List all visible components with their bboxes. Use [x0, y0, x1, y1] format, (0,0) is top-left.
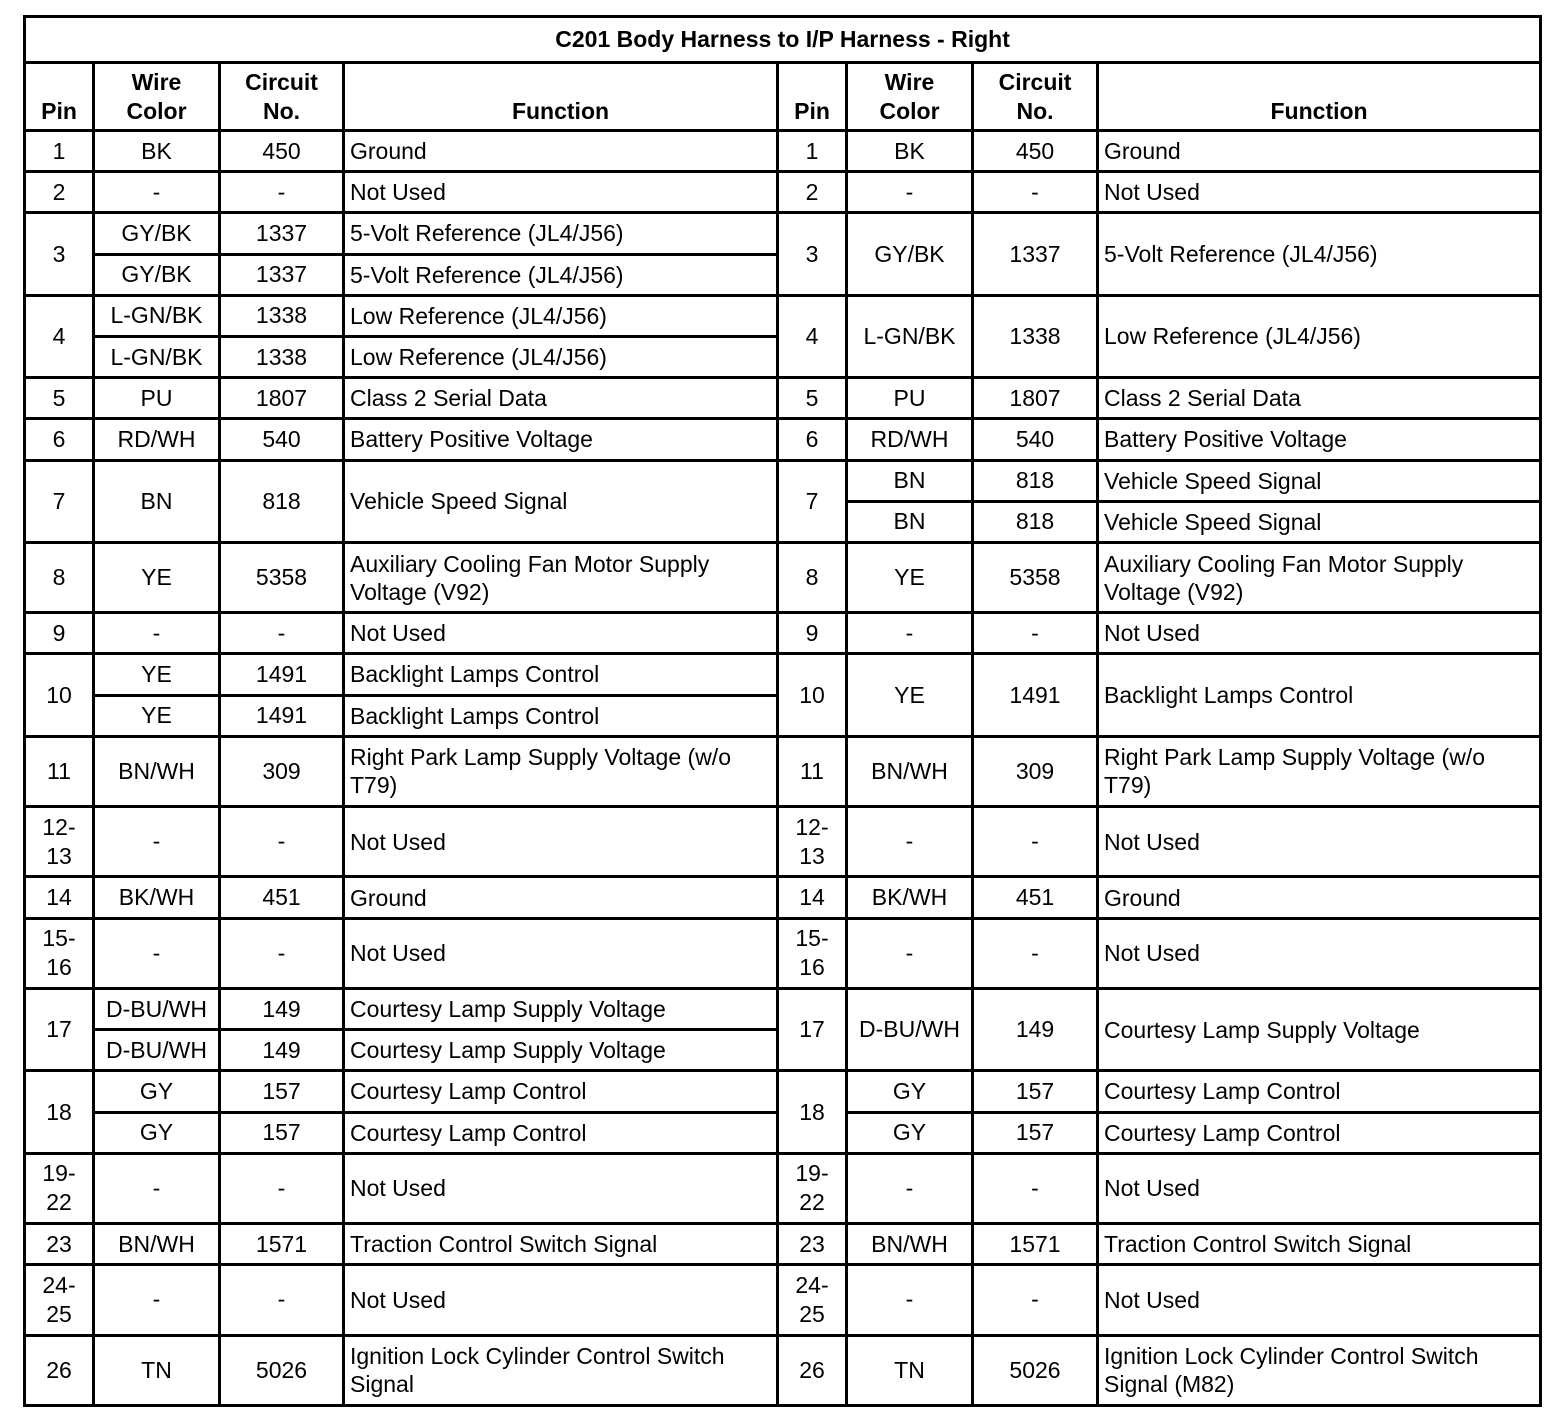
- header-function-right: [1098, 63, 1541, 131]
- circuit-cell: -: [973, 918, 1098, 988]
- pin-cell: 9: [778, 613, 847, 654]
- function-cell: Courtesy Lamp Supply Voltage: [344, 1030, 778, 1071]
- header-circuit-right: [973, 63, 1098, 131]
- table-row: [25, 654, 1541, 695]
- wire-color-cell: -: [847, 1265, 973, 1335]
- function-cell: Low Reference (JL4/J56): [344, 336, 778, 377]
- pin-cell: 14: [778, 877, 847, 918]
- circuit-cell: 5358: [973, 542, 1098, 612]
- wire-color-cell: L-GN/BK: [847, 295, 973, 377]
- pin-cell: 10: [25, 654, 94, 736]
- wire-color-cell: -: [94, 613, 220, 654]
- circuit-cell: 149: [220, 1030, 344, 1071]
- pin-cell: 9: [25, 613, 94, 654]
- header-row: [25, 63, 1541, 131]
- function-cell: Not Used: [344, 918, 778, 988]
- circuit-cell: -: [973, 1153, 1098, 1223]
- circuit-cell: 157: [973, 1071, 1098, 1112]
- wire-color-cell: BK/WH: [94, 877, 220, 918]
- wire-color-cell: L-GN/BK: [94, 336, 220, 377]
- function-cell: Auxiliary Cooling Fan Motor Supply Voltage (V92): [344, 542, 778, 612]
- pin-cell: 18: [25, 1071, 94, 1153]
- function-cell: Not Used: [1098, 807, 1541, 877]
- pin-cell: 15-16: [778, 918, 847, 988]
- header-circuit-label: Circuit: [998, 69, 1072, 95]
- function-cell: Ignition Lock Cylinder Control Switch Signal: [344, 1335, 778, 1405]
- function-cell: Not Used: [344, 1153, 778, 1223]
- pin-cell: 18: [778, 1071, 847, 1153]
- circuit-cell: 1807: [973, 378, 1098, 419]
- wire-color-cell: TN: [94, 1335, 220, 1405]
- function-cell: 5-Volt Reference (JL4/J56): [1098, 213, 1541, 295]
- circuit-cell: 818: [220, 460, 344, 542]
- header-pin-label: Pin: [41, 98, 77, 124]
- circuit-cell: -: [973, 172, 1098, 213]
- table-row: [25, 172, 1541, 213]
- wire-color-cell: GY: [847, 1071, 973, 1112]
- function-cell: Not Used: [344, 807, 778, 877]
- function-cell: Not Used: [1098, 172, 1541, 213]
- pin-cell: 3: [25, 213, 94, 295]
- function-cell: Class 2 Serial Data: [344, 378, 778, 419]
- function-cell: Low Reference (JL4/J56): [344, 295, 778, 336]
- header-color-label: Color: [126, 98, 187, 124]
- circuit-cell: 1491: [220, 654, 344, 695]
- function-cell: Not Used: [1098, 1265, 1541, 1335]
- wire-color-cell: GY/BK: [94, 254, 220, 295]
- circuit-cell: 1491: [973, 654, 1098, 736]
- function-cell: Low Reference (JL4/J56): [1098, 295, 1541, 377]
- function-cell: 5-Volt Reference (JL4/J56): [344, 254, 778, 295]
- table-row: [25, 1265, 1541, 1335]
- pin-cell: 23: [25, 1224, 94, 1265]
- wire-color-cell: PU: [847, 378, 973, 419]
- circuit-cell: 309: [220, 736, 344, 806]
- function-cell: Courtesy Lamp Control: [344, 1071, 778, 1112]
- circuit-cell: -: [220, 1265, 344, 1335]
- pin-cell: 11: [778, 736, 847, 806]
- pin-cell: 1: [778, 131, 847, 172]
- wire-color-cell: BN: [847, 501, 973, 542]
- wire-color-cell: GY: [94, 1112, 220, 1153]
- table-row: [25, 213, 1541, 254]
- header-wire-label: Wire: [131, 69, 182, 95]
- circuit-cell: 1807: [220, 378, 344, 419]
- function-cell: Class 2 Serial Data: [1098, 378, 1541, 419]
- pin-cell: 17: [778, 988, 847, 1070]
- circuit-cell: 157: [220, 1112, 344, 1153]
- table-row: [25, 988, 1541, 1029]
- pin-cell: 19-22: [778, 1153, 847, 1223]
- circuit-cell: 1338: [220, 336, 344, 377]
- pin-cell: 2: [778, 172, 847, 213]
- function-cell: Ground: [344, 877, 778, 918]
- header-pin-left: [25, 63, 94, 131]
- header-function-left: [344, 63, 778, 131]
- wire-color-cell: GY: [847, 1112, 973, 1153]
- function-cell: Vehicle Speed Signal: [1098, 460, 1541, 501]
- wire-color-cell: -: [94, 1265, 220, 1335]
- title-row: [25, 17, 1541, 63]
- circuit-cell: -: [220, 172, 344, 213]
- wire-color-cell: D-BU/WH: [94, 1030, 220, 1071]
- header-function-label: Function: [511, 98, 610, 124]
- table-row: [25, 1224, 1541, 1265]
- pin-cell: 17: [25, 988, 94, 1070]
- function-cell: Ground: [1098, 877, 1541, 918]
- table-row: [25, 1071, 1541, 1112]
- wire-color-cell: -: [847, 918, 973, 988]
- wire-color-cell: L-GN/BK: [94, 295, 220, 336]
- wire-color-cell: -: [94, 172, 220, 213]
- wire-color-cell: BN/WH: [94, 736, 220, 806]
- circuit-cell: 149: [220, 988, 344, 1029]
- circuit-cell: -: [973, 807, 1098, 877]
- pin-cell: 2: [25, 172, 94, 213]
- wire-color-cell: GY/BK: [847, 213, 973, 295]
- wire-color-cell: -: [847, 807, 973, 877]
- header-color-label: Color: [879, 98, 940, 124]
- pin-cell: 11: [25, 736, 94, 806]
- pin-cell: 6: [778, 419, 847, 460]
- pin-cell: 5: [25, 378, 94, 419]
- wire-color-cell: -: [847, 172, 973, 213]
- table-row: [25, 419, 1541, 460]
- table-row: [25, 378, 1541, 419]
- circuit-cell: 1338: [220, 295, 344, 336]
- circuit-cell: 1338: [973, 295, 1098, 377]
- header-wire-color-right: [847, 63, 973, 131]
- circuit-cell: 149: [973, 988, 1098, 1070]
- wire-color-cell: BN/WH: [847, 1224, 973, 1265]
- pin-cell: 12-13: [778, 807, 847, 877]
- wire-color-cell: D-BU/WH: [847, 988, 973, 1070]
- wire-color-cell: BK: [847, 131, 973, 172]
- circuit-cell: 157: [973, 1112, 1098, 1153]
- pin-cell: 12-13: [25, 807, 94, 877]
- pin-cell: 4: [778, 295, 847, 377]
- pin-cell: 10: [778, 654, 847, 736]
- function-cell: Courtesy Lamp Control: [344, 1112, 778, 1153]
- circuit-cell: 1571: [973, 1224, 1098, 1265]
- wire-color-cell: -: [94, 807, 220, 877]
- header-pin-label: Pin: [794, 98, 830, 124]
- table-row: [25, 918, 1541, 988]
- pinout-body: [25, 131, 1541, 1406]
- circuit-cell: 1337: [220, 254, 344, 295]
- wire-color-cell: PU: [94, 378, 220, 419]
- wire-color-cell: -: [847, 613, 973, 654]
- circuit-cell: 450: [220, 131, 344, 172]
- function-cell: Vehicle Speed Signal: [344, 460, 778, 542]
- function-cell: Backlight Lamps Control: [1098, 654, 1541, 736]
- function-cell: Not Used: [1098, 613, 1541, 654]
- function-cell: Courtesy Lamp Control: [1098, 1071, 1541, 1112]
- wire-color-cell: RD/WH: [94, 419, 220, 460]
- wire-color-cell: RD/WH: [847, 419, 973, 460]
- table-row: [25, 736, 1541, 806]
- table-row: [25, 613, 1541, 654]
- circuit-cell: -: [220, 1153, 344, 1223]
- function-cell: Vehicle Speed Signal: [1098, 501, 1541, 542]
- circuit-cell: 1491: [220, 695, 344, 736]
- circuit-cell: 818: [973, 460, 1098, 501]
- circuit-cell: -: [973, 613, 1098, 654]
- pin-cell: 6: [25, 419, 94, 460]
- function-cell: Ground: [344, 131, 778, 172]
- header-no-label: No.: [1016, 98, 1054, 124]
- circuit-cell: -: [220, 807, 344, 877]
- pin-cell: 15-16: [25, 918, 94, 988]
- pin-cell: 7: [778, 460, 847, 542]
- function-cell: Auxiliary Cooling Fan Motor Supply Voltage (V92): [1098, 542, 1541, 612]
- wire-color-cell: GY: [94, 1071, 220, 1112]
- pin-cell: 5: [778, 378, 847, 419]
- header-wire-label: Wire: [884, 69, 935, 95]
- circuit-cell: 157: [220, 1071, 344, 1112]
- table-row: [25, 1153, 1541, 1223]
- function-cell: Not Used: [344, 1265, 778, 1335]
- pin-cell: 26: [25, 1335, 94, 1405]
- function-cell: 5-Volt Reference (JL4/J56): [344, 213, 778, 254]
- table-row: [25, 460, 1541, 501]
- circuit-cell: -: [973, 1265, 1098, 1335]
- header-circuit-label: Circuit: [245, 69, 318, 95]
- circuit-cell: 5026: [973, 1335, 1098, 1405]
- wire-color-cell: BN/WH: [94, 1224, 220, 1265]
- function-cell: Backlight Lamps Control: [344, 654, 778, 695]
- function-cell: Right Park Lamp Supply Voltage (w/o T79): [344, 736, 778, 806]
- wire-color-cell: D-BU/WH: [94, 988, 220, 1029]
- function-cell: Battery Positive Voltage: [1098, 419, 1541, 460]
- wire-color-cell: YE: [847, 654, 973, 736]
- function-cell: Courtesy Lamp Supply Voltage: [344, 988, 778, 1029]
- wire-color-cell: BN: [94, 460, 220, 542]
- circuit-cell: 1571: [220, 1224, 344, 1265]
- table-title: C201 Body Harness to I/P Harness - Right: [25, 17, 1541, 63]
- pin-cell: 7: [25, 460, 94, 542]
- header-pin-right: [778, 63, 847, 131]
- wire-color-cell: TN: [847, 1335, 973, 1405]
- pin-cell: 24-25: [778, 1265, 847, 1335]
- table-row: [25, 807, 1541, 877]
- wire-color-cell: YE: [94, 654, 220, 695]
- function-cell: Traction Control Switch Signal: [344, 1224, 778, 1265]
- connector-table-container: [23, 15, 1539, 1407]
- pin-cell: 3: [778, 213, 847, 295]
- function-cell: Battery Positive Voltage: [344, 419, 778, 460]
- circuit-cell: 5026: [220, 1335, 344, 1405]
- header-function-label: Function: [1270, 98, 1368, 124]
- connector-pinout-table: [23, 15, 1542, 1407]
- wire-color-cell: YE: [94, 542, 220, 612]
- circuit-cell: 818: [973, 501, 1098, 542]
- table-row: [25, 877, 1541, 918]
- function-cell: Not Used: [1098, 1153, 1541, 1223]
- pin-cell: 4: [25, 295, 94, 377]
- pin-cell: 23: [778, 1224, 847, 1265]
- pin-cell: 14: [25, 877, 94, 918]
- wire-color-cell: -: [94, 1153, 220, 1223]
- circuit-cell: 451: [220, 877, 344, 918]
- wire-color-cell: GY/BK: [94, 213, 220, 254]
- function-cell: Not Used: [344, 172, 778, 213]
- function-cell: Not Used: [344, 613, 778, 654]
- function-cell: Traction Control Switch Signal: [1098, 1224, 1541, 1265]
- function-cell: Courtesy Lamp Control: [1098, 1112, 1541, 1153]
- circuit-cell: 1337: [220, 213, 344, 254]
- circuit-cell: 451: [973, 877, 1098, 918]
- wire-color-cell: BN: [847, 460, 973, 501]
- table-row: [25, 131, 1541, 172]
- header-wire-color-left: [94, 63, 220, 131]
- circuit-cell: 5358: [220, 542, 344, 612]
- wire-color-cell: YE: [94, 695, 220, 736]
- circuit-cell: 540: [973, 419, 1098, 460]
- circuit-cell: -: [220, 613, 344, 654]
- circuit-cell: 1337: [973, 213, 1098, 295]
- function-cell: Backlight Lamps Control: [344, 695, 778, 736]
- table-row: [25, 542, 1541, 612]
- function-cell: Courtesy Lamp Supply Voltage: [1098, 988, 1541, 1070]
- function-cell: Ignition Lock Cylinder Control Switch Signal (M82): [1098, 1335, 1541, 1405]
- circuit-cell: 309: [973, 736, 1098, 806]
- function-cell: Not Used: [1098, 918, 1541, 988]
- wire-color-cell: BN/WH: [847, 736, 973, 806]
- pin-cell: 24-25: [25, 1265, 94, 1335]
- header-circuit-left: [220, 63, 344, 131]
- circuit-cell: 450: [973, 131, 1098, 172]
- wire-color-cell: YE: [847, 542, 973, 612]
- wire-color-cell: BK: [94, 131, 220, 172]
- circuit-cell: -: [220, 918, 344, 988]
- wire-color-cell: BK/WH: [847, 877, 973, 918]
- table-row: [25, 1335, 1541, 1405]
- header-no-label: No.: [262, 98, 301, 124]
- function-cell: Ground: [1098, 131, 1541, 172]
- circuit-cell: 540: [220, 419, 344, 460]
- function-cell: Right Park Lamp Supply Voltage (w/o T79): [1098, 736, 1541, 806]
- pin-cell: 8: [778, 542, 847, 612]
- pin-cell: 8: [25, 542, 94, 612]
- pin-cell: 1: [25, 131, 94, 172]
- pin-cell: 26: [778, 1335, 847, 1405]
- pin-cell: 19-22: [25, 1153, 94, 1223]
- table-row: [25, 295, 1541, 336]
- wire-color-cell: -: [847, 1153, 973, 1223]
- wire-color-cell: -: [94, 918, 220, 988]
